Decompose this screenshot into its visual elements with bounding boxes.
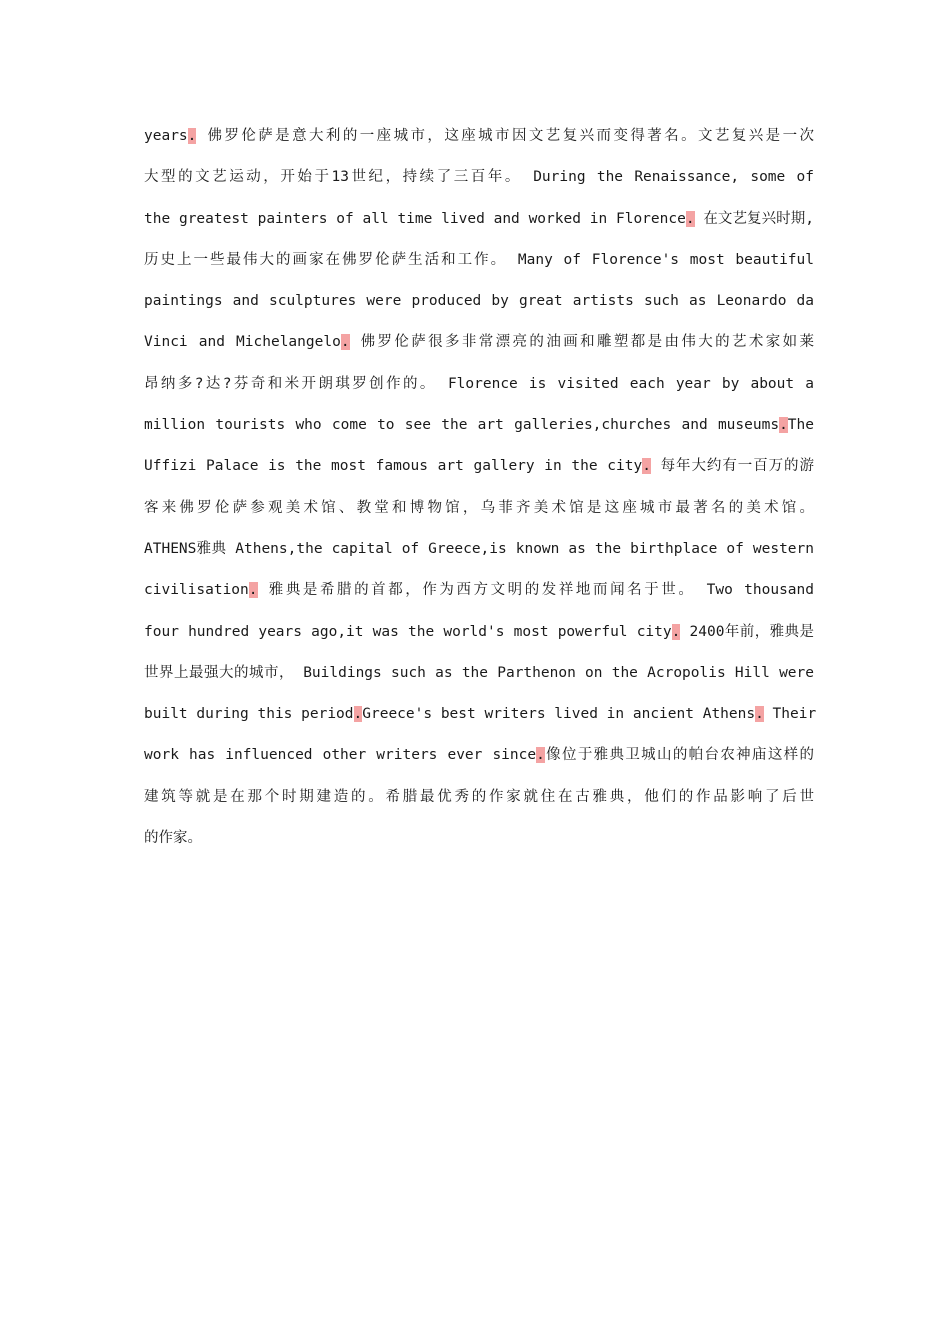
- text-segment: 建筑等就是在那个时期建造的。希腊最优秀的作家就住在古雅典，他们的作品影响了后世: [144, 788, 814, 805]
- text-segment: million tourists who come to see the art galleries,churches and museums: [144, 417, 780, 434]
- text-line: [144, 322, 814, 363]
- text-segment: 大型的文艺运动，开始于13世纪，持续了三百年。 During the Renaissance, some of: [144, 169, 814, 186]
- text-line: [144, 818, 814, 859]
- text-segment: Greece's best writers lived in ancient Athens: [362, 706, 756, 723]
- text-segment: 历史上一些最伟大的画家在佛罗伦萨生活和工作。 Many of Florence's most beautiful: [144, 251, 814, 268]
- text-line: [144, 405, 814, 446]
- text-line: [144, 116, 814, 157]
- text-segment: years: [144, 128, 188, 144]
- text-line: [144, 570, 814, 611]
- text-segment: 的作家。: [144, 830, 202, 847]
- text-line: [144, 529, 814, 570]
- highlighted-punctuation: .: [755, 706, 764, 723]
- text-line: [144, 240, 814, 281]
- text-segment: 佛罗伦萨很多非常漂亮的油画和雕塑都是由伟大的艺术家如莱: [349, 334, 814, 351]
- text-segment: 佛罗伦萨是意大利的一座城市，这座城市因文艺复兴而变得著名。文艺复兴是一次: [196, 128, 814, 144]
- text-segment: 世界上最强大的城市， Buildings such as the Parthenon on the Acropolis Hill were: [144, 664, 814, 681]
- text-line: [144, 694, 817, 735]
- text-line: [144, 735, 814, 776]
- text-segment: the greatest painters of all time lived and worked in Florence: [144, 210, 686, 227]
- text-segment: 在文艺复兴时期,: [694, 210, 814, 227]
- text-line: [144, 777, 814, 818]
- text-line: [144, 488, 814, 529]
- highlighted-punctuation: .: [685, 210, 695, 227]
- text-segment: 昂纳多?达?芬奇和米开朗琪罗创作的。 Florence is visited each year by about a: [144, 375, 814, 392]
- highlighted-punctuation: .: [340, 334, 350, 351]
- highlighted-punctuation: .: [642, 458, 651, 475]
- text-segment: work has influenced other writers ever since: [144, 747, 537, 764]
- text-segment: 每年大约有一百万的游: [650, 458, 814, 475]
- highlighted-punctuation: .: [187, 128, 197, 144]
- text-line: [144, 653, 814, 694]
- text-line: [144, 446, 814, 487]
- text-line: [144, 364, 814, 405]
- text-segment: Uffizi Palace is the most famous art gallery in the city: [144, 458, 643, 475]
- text-segment: 2400年前，雅典是: [680, 623, 814, 640]
- text-segment: The: [787, 417, 814, 434]
- text-segment: 雅典是希腊的首都，作为西方文明的发祥地而闻名于世。 Two thousand: [257, 582, 814, 599]
- highlighted-punctuation: .: [353, 706, 363, 723]
- text-segment: Their: [763, 706, 817, 723]
- text-segment: 像位于雅典卫城山的帕台农神庙这样的: [544, 747, 815, 764]
- highlighted-punctuation: .: [671, 623, 681, 640]
- text-segment: Vinci and Michelangelo: [144, 334, 341, 351]
- body-text: [144, 116, 817, 859]
- text-segment: paintings and sculptures were produced by great artists such as Leonardo da: [144, 293, 814, 310]
- text-segment: civilisation: [144, 582, 249, 599]
- text-line: [144, 157, 814, 198]
- text-line: [144, 199, 814, 240]
- text-segment: ATHENS雅典 Athens,the capital of Greece,is known as the birthplace of western: [144, 540, 814, 557]
- text-line: [144, 612, 814, 653]
- highlighted-punctuation: .: [536, 747, 545, 764]
- text-segment: 客来佛罗伦萨参观美术馆、教堂和博物馆，乌菲齐美术馆是这座城市最著名的美术馆。: [144, 499, 814, 516]
- text-segment: built during this period: [144, 706, 354, 723]
- text-line: [144, 281, 814, 322]
- text-segment: four hundred years ago,it was the world's most powerful city: [144, 623, 672, 640]
- highlighted-punctuation: .: [779, 417, 788, 434]
- highlighted-punctuation: .: [248, 582, 258, 599]
